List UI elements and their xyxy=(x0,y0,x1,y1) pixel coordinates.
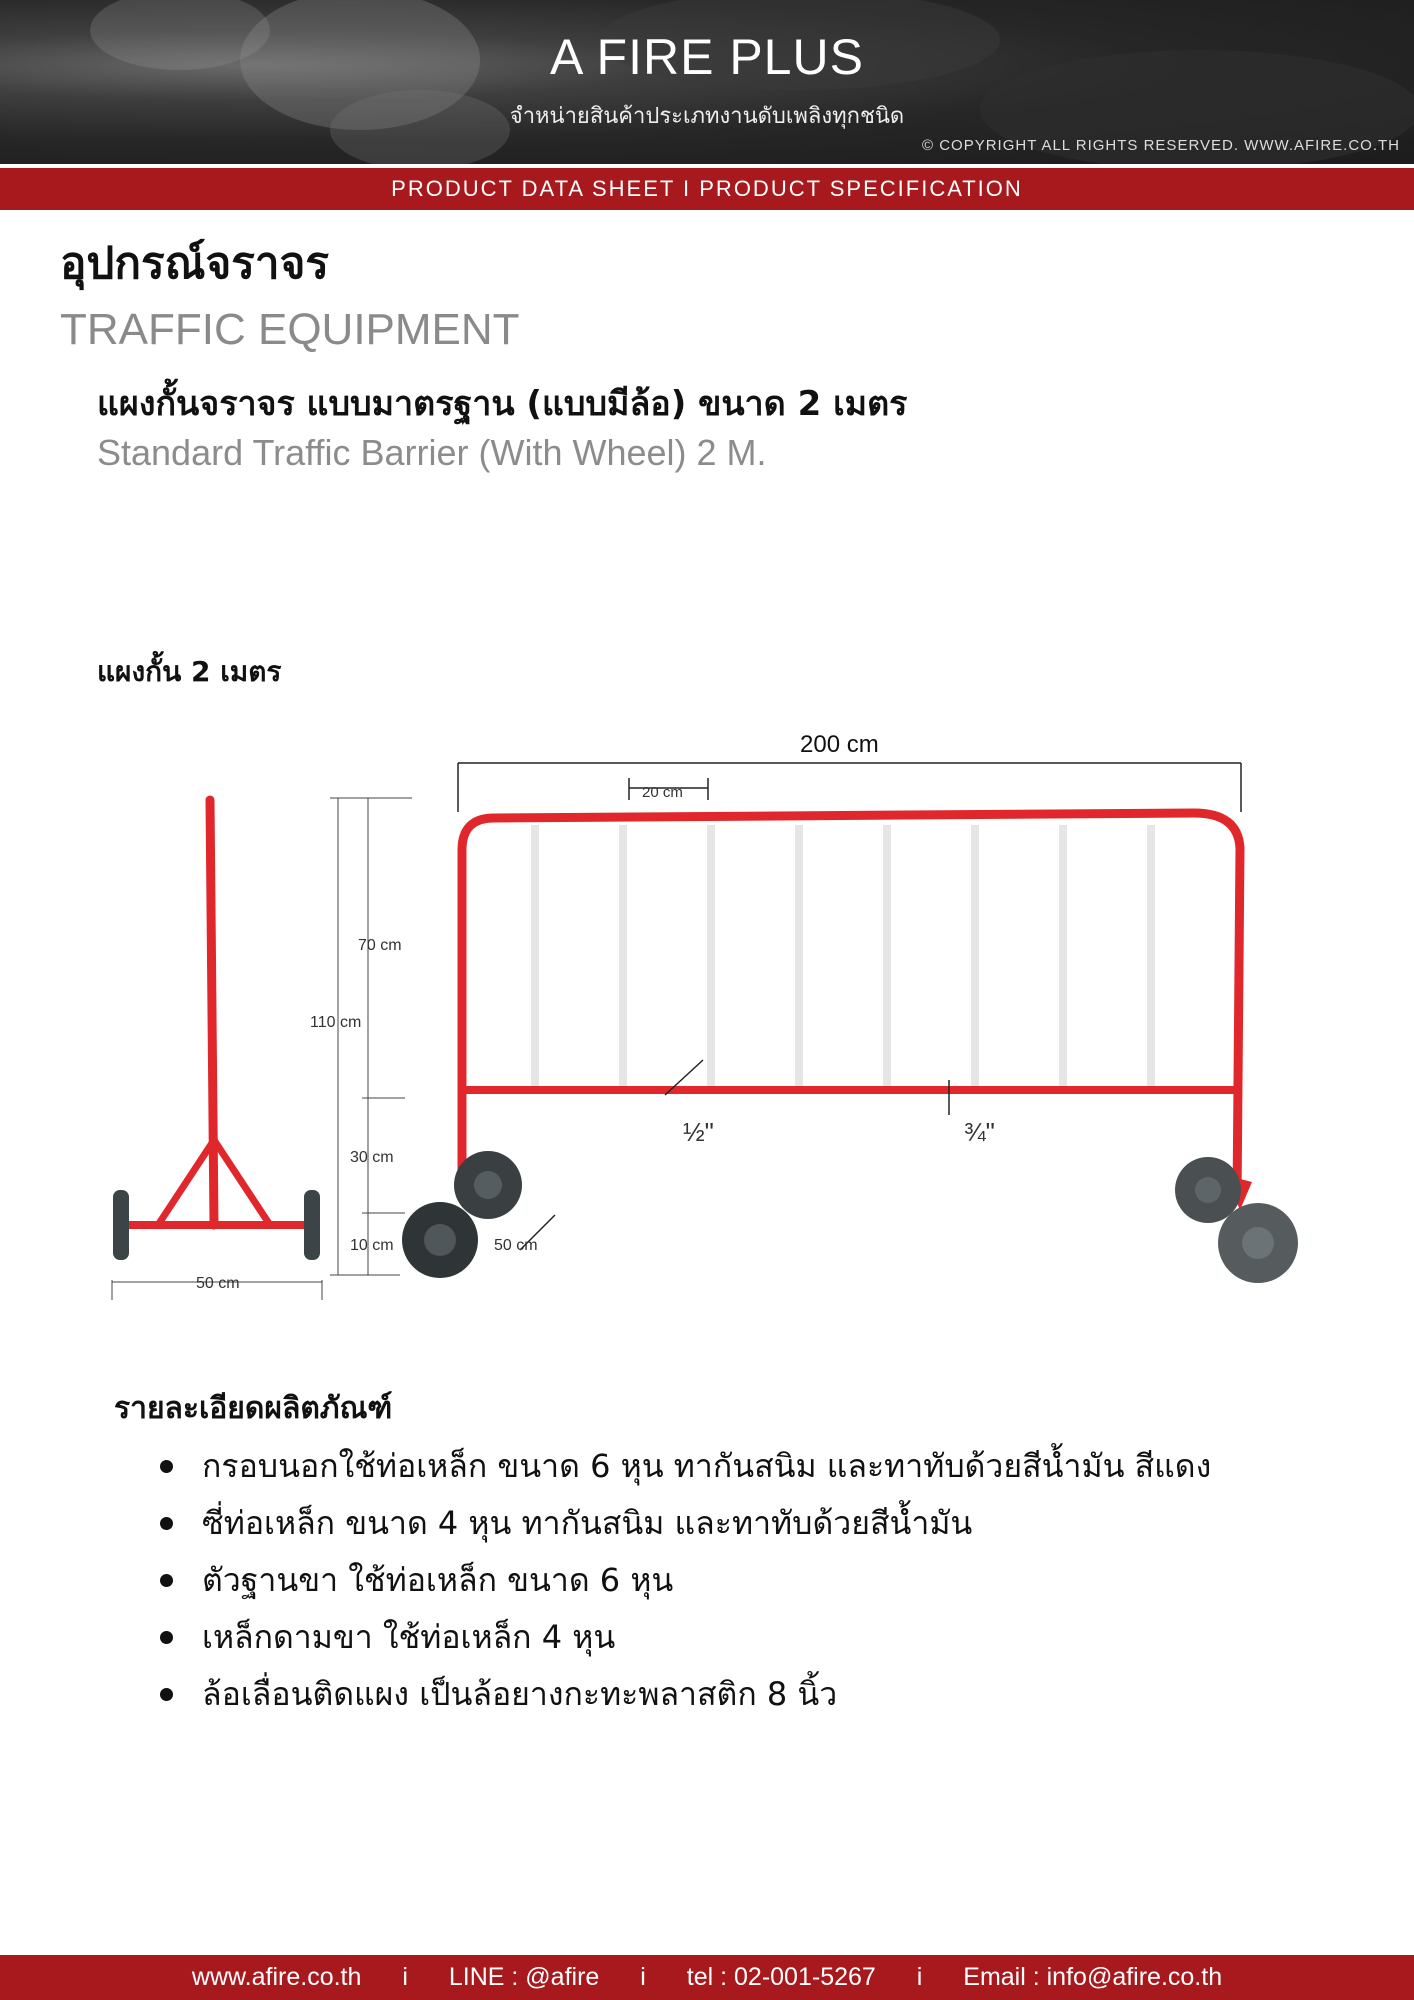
figure-caption: แผงกั้น 2 เมตร xyxy=(97,655,282,688)
footer-separator: i xyxy=(402,1963,408,1991)
category-title-en: TRAFFIC EQUIPMENT xyxy=(60,305,520,354)
bullet-icon xyxy=(160,1574,173,1587)
details-title: รายละเอียดผลิตภัณฑ์ xyxy=(114,1391,393,1426)
dim-bottom: 10 cm xyxy=(350,1237,394,1254)
front-view xyxy=(402,813,1298,1283)
pickets xyxy=(535,825,1151,1090)
copyright-text: © COPYRIGHT ALL RIGHTS RESERVED. WWW.AFIRE.CO.TH xyxy=(922,137,1400,154)
product-name-th: แผงกั้นจราจร แบบมาตรฐาน (แบบมีล้อ) ขนาด 2 เมตร xyxy=(97,384,908,424)
footer-email[interactable]: Email : info@afire.co.th xyxy=(963,1963,1223,1991)
brand-tagline: จำหน่ายสินค้าประเภทงานดับเพลิงทุกชนิด xyxy=(509,104,905,129)
footer-separator: i xyxy=(640,1963,646,1991)
dim-total-height: 110 cm xyxy=(310,1014,362,1031)
barrier-drawing xyxy=(100,720,1320,1320)
footer-website[interactable]: www.afire.co.th xyxy=(191,1963,362,1991)
brand-name: A FIRE PLUS xyxy=(550,29,864,85)
dim-upper: 70 cm xyxy=(358,937,402,954)
dim-spacing: 20 cm xyxy=(642,784,683,801)
footer-line[interactable]: LINE : @afire xyxy=(448,1963,600,1991)
details-list xyxy=(160,1438,1211,1723)
side-view xyxy=(113,800,320,1260)
list-item: กรอบนอกใช้ท่อเหล็ก ขนาด 6 หุน ทากันสนิม และทาทับด้วยสีน้ำมัน สีแดง xyxy=(160,1438,1211,1495)
bullet-icon xyxy=(160,1688,173,1701)
list-item: เหล็กดามขา ใช้ท่อเหล็ก 4 หุน xyxy=(160,1609,1211,1666)
list-item: ล้อเลื่อนติดแผง เป็นล้อยางกะทะพลาสติก 8 นิ้ว xyxy=(160,1666,1211,1723)
dim-width: 200 cm xyxy=(800,731,879,758)
bullet-icon xyxy=(160,1460,173,1473)
section-bar: PRODUCT DATA SHEET I PRODUCT SPECIFICATION xyxy=(0,168,1414,210)
footer-tel[interactable]: tel : 02-001-5267 xyxy=(686,1963,876,1991)
dim-pipe-small: ½" xyxy=(683,1117,714,1147)
category-title-th: อุปกรณ์จราจร xyxy=(60,238,329,289)
bullet-icon xyxy=(160,1631,173,1644)
dim-pipe-large: ¾" xyxy=(964,1117,995,1147)
page-header xyxy=(0,0,1414,164)
product-name-en: Standard Traffic Barrier (With Wheel) 2 M. xyxy=(97,432,767,473)
page-footer xyxy=(0,1955,1414,2000)
dim-wheel-offset: 50 cm xyxy=(494,1237,538,1254)
footer-separator: i xyxy=(916,1963,923,1991)
dim-mid: 30 cm xyxy=(350,1149,394,1166)
list-item: ซี่ท่อเหล็ก ขนาด 4 หุน ทากันสนิม และทาทับด้วยสีน้ำมัน xyxy=(160,1495,1211,1552)
bullet-icon xyxy=(160,1517,173,1530)
dim-base-width: 50 cm xyxy=(196,1275,240,1292)
list-item: ตัวฐานขา ใช้ท่อเหล็ก ขนาด 6 หุน xyxy=(160,1552,1211,1609)
